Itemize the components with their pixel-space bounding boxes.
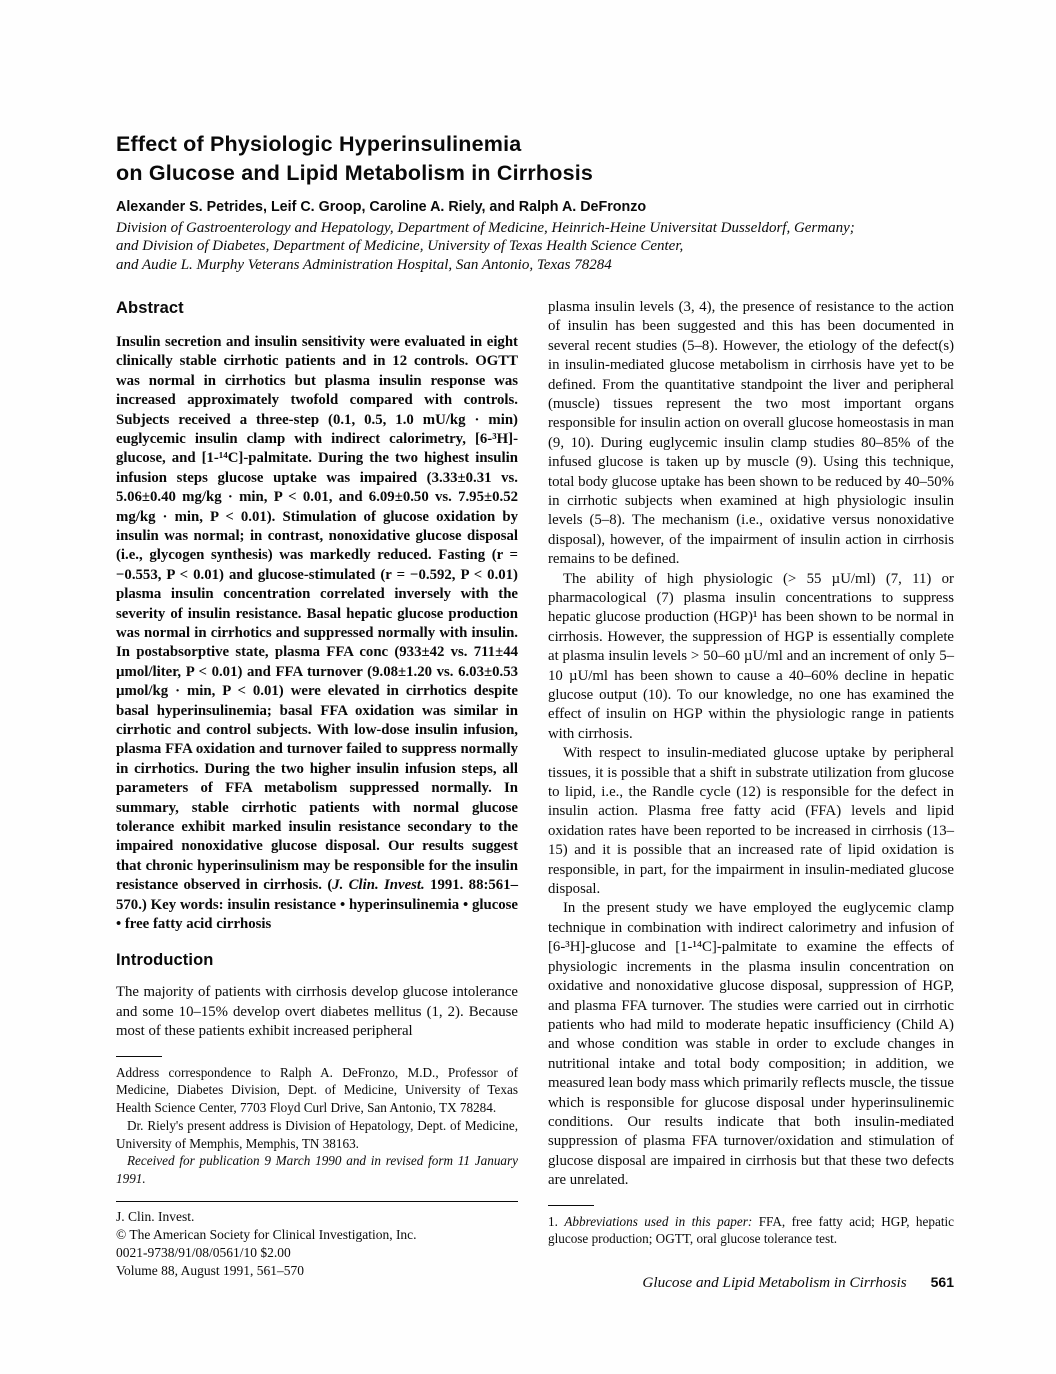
right-column-bottom <box>548 1191 954 1292</box>
body-paragraph: With respect to insulin-mediated glucose uptake by peripheral tissues, it is possible that a shift in substrate utilization from glucose to lipid, i.e., the Randle cycle (12) is responsible for the defect in insulin action. Plasma free fatty acid (FFA) levels and lipid oxidation rates have been reported to be increased in cirrhosis (13–15) and it is possible that an increased rate of lipid oxidation is responsible, in part, for the impairment in insulin-mediated glucose disposal. <box>548 745 954 898</box>
running-title: Glucose and Lipid Metabolism in Cirrhosis <box>642 1273 907 1291</box>
affiliation-line: and Division of Diabetes, Department of Medicine, University of Texas Health Science Center, <box>116 238 684 255</box>
article-title-line1: Effect of Physiologic Hyperinsulinemia <box>116 132 522 156</box>
abbreviations-footnote-divider <box>548 1205 594 1206</box>
journal-info-divider <box>116 1201 518 1202</box>
right-column <box>548 298 954 1290</box>
authors-line: Alexander S. Petrides, Leif C. Groop, Caroline A. Riely, and Ralph A. DeFronzo <box>116 199 647 215</box>
affiliation-line: Division of Gastroenterology and Hepatology, Department of Medicine, Heinrich-Heine Universitat Dusseldorf, Germany; <box>116 220 855 236</box>
introduction-paragraph: The majority of patients with cirrhosis develop glucose intolerance and some 10–15% develop overt diabetes mellitus (1, 2). Because most of these patients exhibit increased peripheral <box>116 984 518 1040</box>
article-title-line2: on Glucose and Lipid Metabolism in Cirrhosis <box>116 160 594 185</box>
affiliations <box>116 219 954 274</box>
issn-price-line: 0021-9738/91/08/0561/10 $2.00 <box>116 1244 291 1260</box>
journal-info-block <box>116 1208 518 1280</box>
body-paragraph: plasma insulin levels (3, 4), the presence of resistance to the action of insulin has been suggested and this has been documented in several recent studies (5–8). However, the etiology of the defect(s) in insulin-mediated glucose metabolism in cirrhosis have yet to be defined. From the quantitative standpoint the liver and peripheral (muscle) tissues represent the two most important organs responsible for insulin action on overall glucose homeostasis in man (9, 10). During euglycemic insulin clamp studies 80–85% of the infused glucose is taken up by muscle (9). Using this technique, total body glucose uptake has been shown to be reduced by 40–50% in cirrhotic subjects when examined at high physiologic insulin levels (5–8). The mechanism (i.e., oxidative versus nonoxidative disposal), however, of the impairment of insulin action in cirrhosis remains to be defined. <box>548 298 954 568</box>
body-paragraph: In the present study we have employed the euglycemic clamp technique in combination with indirect calorimetry and infusion of [6-³H]-glucose and [1-¹⁴C]-palmitate to examine the effects of physiologic increments in the plasma insulin concentration on oxidative and nonoxidative glucose disposal, suppression of HGP, and plasma FFA turnover. The studies were carried out in cirrhotic patients who had mild to moderate hepatic insufficiency (Child A) and whose condition was stable in order to exclude changes in nutritional intake and total body composition; in addition, we measured lean body mass which primarily reflects muscle, the tissue which is responsible for glucose disposal under hyperinsulinemic conditions. Our results indicate that both insulin-mediated suppression of plasma FFA turnover/oxidation and stimulation of glucose disposal are impaired in cirrhosis but that these two defects are unrelated. <box>548 900 954 1189</box>
abstract-heading: Abstract <box>116 298 184 317</box>
left-column <box>116 298 518 1290</box>
copyright-line: © The American Society for Clinical Investigation, Inc. <box>116 1226 417 1242</box>
footnote-divider <box>116 1056 162 1057</box>
page-footer <box>548 1274 954 1292</box>
correspondence-note: Address correspondence to Ralph A. DeFronzo, M.D., Professor of Medicine, Diabetes Division, Dept. of Medicine, University of Texas Health Science Center, 7703 Floyd Curl Drive, San Antonio, TX 78284. <box>116 1064 518 1116</box>
volume-line: Volume 88, August 1991, 561–570 <box>116 1262 305 1278</box>
page-content <box>116 130 954 1290</box>
affiliation-line: and Audie L. Murphy Veterans Administration Hospital, San Antonio, Texas 78284 <box>116 256 612 273</box>
page-number: 561 <box>930 1273 954 1290</box>
introduction-heading: Introduction <box>116 951 214 970</box>
abstract-body: Insulin secretion and insulin sensitivity were evaluated in eight clinically stable cirrhotic patients and in 12 controls. OGTT was normal in cirrhotics but plasma insulin response was increased approximately twofold compared with controls. Subjects received a three-step (0.1, 0.5, 1.0 mU/kg · min) euglycemic insulin clamp with indirect calorimetry, [6-³H]-glucose, and [1-¹⁴C]-palmitate. During the two highest insulin infusion steps glucose uptake was impaired (3.33±0.31 vs. 5.06±0.40 mg/kg · min, P < 0.01, and 6.09±0.50 vs. 7.95±0.52 mg/kg · min, P < 0.01). Stimulation of glucose oxidation by insulin was normal; in contrast, nonoxidative glucose disposal (i.e., glycogen synthesis) was markedly reduced. Fasting (r = −0.553, P < 0.01) and glucose-stimulated (r = −0.592, P < 0.01) plasma insulin concentration correlated inversely with the severity of insulin resistance. Basal hepatic glucose production was normal in cirrhotics and suppressed normally with insulin. In postabsorptive state, plasma FFA conc (933±42 vs. 711±44 µmol/liter, P < 0.01) and FFA turnover (9.08±1.20 vs. 6.03±0.53 µmol/kg · min, P < 0.01) were elevated in cirrhotics despite basal hyperinsulinemia; basal FFA oxidation was similar in cirrhotic and control subjects. With low-dose insulin infusion, plasma FFA oxidation and turnover failed to suppress normally in cirrhotics. During the two higher insulin infusion steps, all parameters of FFA metabolism suppressed normally. In summary, stable cirrhotic patients with normal glucose tolerance exhibit marked insulin resistance secondary to the impaired nonoxidative glucose disposal. Our results suggest that chronic hyperinsulinism may be responsible for the insulin resistance observed in cirrhosis. (J. Clin. Invest. 1991. 88:561–570.) Key words: insulin resistance • hyperinsulinemia • glucose • free fatty acid cirrhosis <box>116 333 518 933</box>
abbreviations-footnote: 1. Abbreviations used in this paper: FFA, free fatty acid; HGP, hepatic glucose production; OGTT, oral glucose tolerance test. <box>548 1213 955 1247</box>
riely-address-note: Dr. Riely's present address is Division of Hepatology, Dept. of Medicine, University of Memphis, Memphis, TN 38163. <box>116 1117 518 1151</box>
article-title <box>116 130 954 187</box>
body-paragraph: The ability of high physiologic (> 55 µU/ml) (7, 11) or pharmacological (7) plasma insulin concentrations to suppress hepatic glucose production (HGP)¹ has been shown to be normal in cirrhosis. However, the suppression of HGP is essentially complete at plasma insulin levels > 50–60 µU/ml and an increment of only 5–10 µU/ml has been shown to cause a 40–60% decline in hepatic glucose output (10). To our knowledge, no one has examined the effect of insulin on HGP within the physiologic range in patients with cirrhosis. <box>548 570 954 742</box>
received-note: Received for publication 9 March 1990 and in revised form 11 January 1991. <box>116 1153 518 1186</box>
two-column-layout <box>116 298 954 1290</box>
journal-name: J. Clin. Invest. <box>116 1208 195 1224</box>
